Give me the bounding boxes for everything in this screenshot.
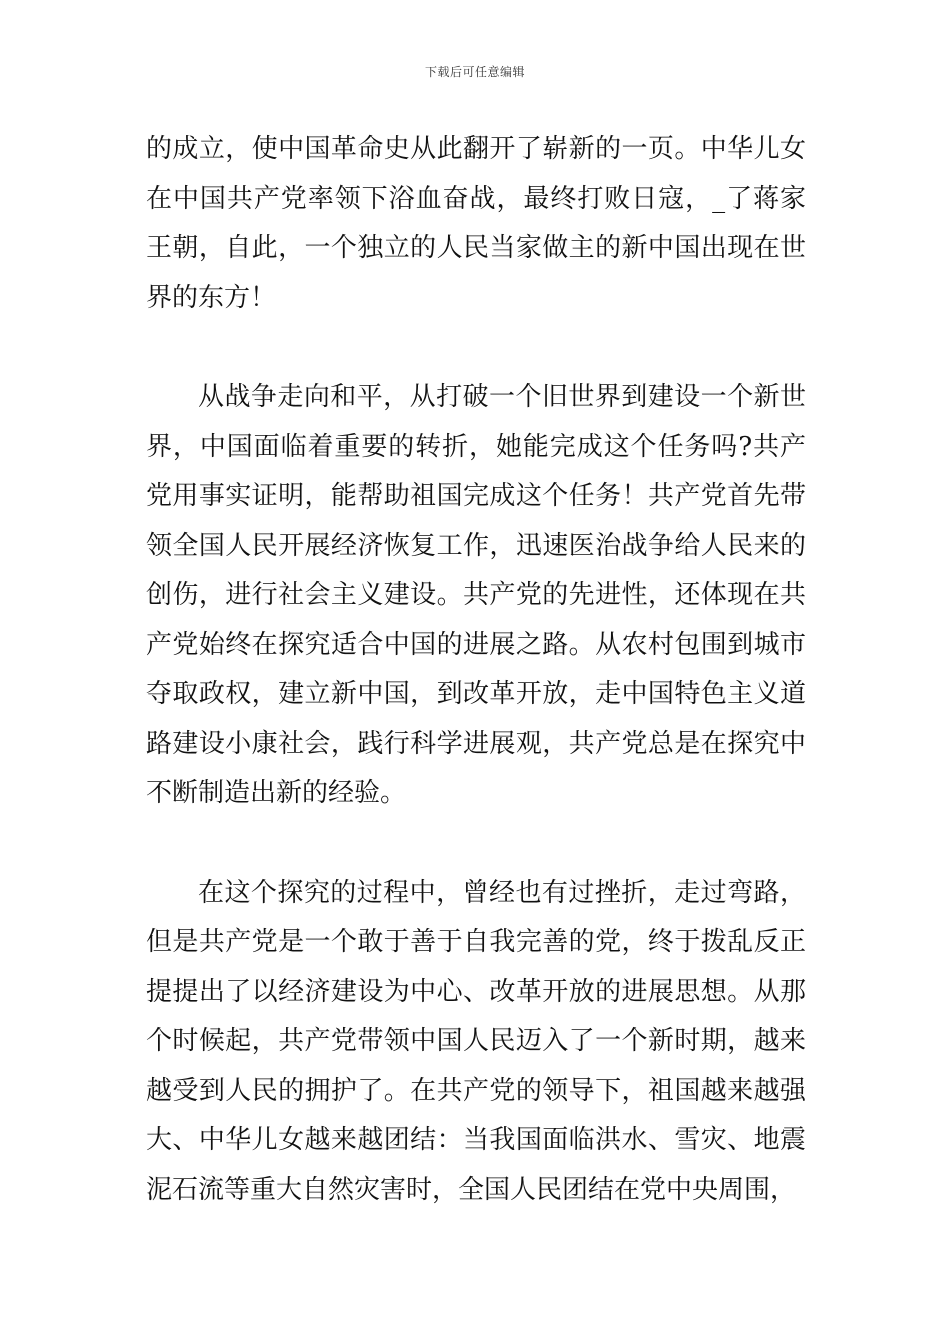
paragraph-2: 从战争走向和平，从打破一个旧世界到建设一个新世界，中国面临着重要的转折，她能完成这个任务吗?共产党用事实证明，能帮助祖国完成这个任务！共产党首先带领全国人民开展经济恢复工作，迅速医治战争给人民来的创伤，进行社会主义建设。共产党的先进性，还体现在共产党始终在探究适合中国的进展之路。从农村包围到城市夺取政权，建立新中国，到改革开放，走中国特色主义道路建设小康社会，践行科学进展观，共产党总是在探究中不断制造出新的经验。 [146, 382, 806, 808]
paragraph-1: 的成立，使中国革命史从此翻开了崭新的一页。中华儿女在中国共产党率领下浴血奋战，最终打败日寇，_了蒋家王朝，自此，一个独立的人民当家做主的新中国出现在世界的东方！ [146, 134, 806, 313]
document-body [146, 125, 806, 1215]
paragraph-3: 在这个探究的过程中，曾经也有过挫折，走过弯路，但是共产党是一个敢于善于自我完善的党，终于拨乱反正提提出了以经济建设为中心、改革开放的进展思想。从那个时候起，共产党带领中国人民迈入了一个新时期，越来越受到人民的拥护了。在共产党的领导下，祖国越来越强大、中华儿女越来越团结：当我国面临洪水、雪灾、地震泥石流等重大自然灾害时，全国人民团结在党中央周围， [146, 877, 806, 1205]
paragraph-gap [146, 323, 806, 373]
paragraph-gap [146, 819, 806, 869]
page-header-note: 下载后可任意编辑 [424, 65, 525, 79]
